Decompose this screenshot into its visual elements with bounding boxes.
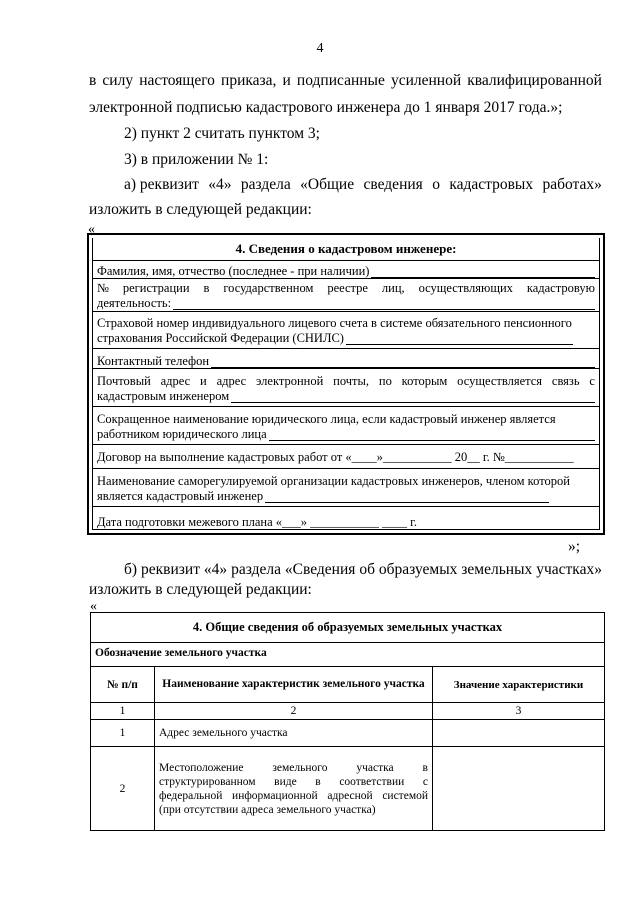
word: «Сведения <box>284 561 356 578</box>
row-line <box>97 331 573 346</box>
word: почты, <box>333 374 370 388</box>
row-label: кадастровым инженером <box>97 388 230 403</box>
row-label: страхования Российской Федерации (СНИЛС) <box>97 330 344 345</box>
word: усиленной <box>390 72 462 89</box>
open-quote: « <box>88 222 95 237</box>
row-line <box>97 427 595 442</box>
fill-line <box>211 356 595 368</box>
row-registration <box>93 278 599 311</box>
word: сведения <box>363 176 423 193</box>
row-line <box>97 296 595 311</box>
word: о <box>432 176 440 193</box>
row-line <box>97 374 595 389</box>
header-value: Значение характеристики <box>433 667 605 703</box>
word: «4» <box>208 176 232 193</box>
close-quote: »; <box>568 538 581 555</box>
word: образуемых <box>378 561 458 578</box>
word: и <box>282 72 291 89</box>
row-snils <box>93 311 599 348</box>
word: которым <box>401 374 448 388</box>
word: а) реквизит <box>124 176 199 193</box>
word: квалифицированной <box>467 72 602 89</box>
row-name: Местоположение земельного участка в структурированном виде в соответствии с федеральной информационной адресной системой (при отсутствии адреса земельного участка) <box>155 747 433 831</box>
table-row <box>91 747 605 831</box>
word: раздела <box>231 561 281 578</box>
word: кадастровую <box>526 281 595 295</box>
open-quote: « <box>90 599 97 614</box>
page-number: 4 <box>316 41 324 56</box>
word: в <box>203 281 210 295</box>
item-3: 3) в приложении № 1: <box>124 151 269 168</box>
word: Почтовый <box>97 374 151 388</box>
word: кадастровых <box>449 176 534 193</box>
paragraph-line-1 <box>89 71 602 90</box>
word: государственном <box>223 281 314 295</box>
word: осуществляющих <box>418 281 513 295</box>
word: работах» <box>542 176 602 193</box>
box-title: 4. Сведения о кадастровом инженере: <box>235 241 457 256</box>
word: силу <box>102 72 134 89</box>
row-label: Сокращенное наименование юридического лица, если кадастровый инженер является <box>97 412 556 426</box>
row-label: является кадастровый инженер <box>97 488 264 503</box>
row-num: 1 <box>91 720 155 747</box>
word: и <box>200 374 207 388</box>
header-name: Наименование характеристик земельного участка <box>155 667 433 703</box>
fill-line <box>173 298 595 310</box>
paragraph-line-2: электронной подписью кадастрового инженера до 1 января 2017 года.»; <box>89 99 563 116</box>
word: реквизит <box>141 561 200 578</box>
word: в <box>89 72 97 89</box>
word: земельных <box>461 561 533 578</box>
col-number: 2 <box>155 703 433 720</box>
word: по <box>378 374 392 388</box>
row-organization <box>93 406 599 444</box>
row-label: работником юридического лица <box>97 426 267 441</box>
row-num: 2 <box>91 747 155 831</box>
word: приказа, <box>221 72 277 89</box>
word: адрес <box>216 374 247 388</box>
item-2: 2) пункт 2 считать пунктом 3; <box>124 125 320 142</box>
item-b-line-1 <box>124 560 602 579</box>
fill-line <box>265 491 549 503</box>
item-b-line-2: изложить в следующей редакции: <box>89 581 312 598</box>
col-number: 3 <box>433 703 605 720</box>
row-line <box>97 389 595 404</box>
word: электронной <box>256 374 324 388</box>
row-sro <box>93 468 599 506</box>
row-fio <box>93 260 599 278</box>
word: регистрации <box>122 281 190 295</box>
cadastral-engineer-inner <box>92 238 600 530</box>
word: адрес <box>160 374 191 388</box>
row-label: деятельность: <box>97 295 172 310</box>
word: б) <box>124 561 138 578</box>
word: реестре <box>327 281 368 295</box>
row-line <box>97 489 549 504</box>
word: раздела <box>240 176 291 193</box>
word: с <box>589 374 595 388</box>
cadastral-engineer-box <box>87 233 605 535</box>
col-number: 1 <box>91 703 155 720</box>
fill-line <box>231 391 595 403</box>
word: осуществляется <box>457 374 543 388</box>
word: № <box>97 281 109 295</box>
row-label: Контактный телефон <box>97 353 210 368</box>
word: участках» <box>536 561 602 578</box>
row-postal <box>93 368 599 406</box>
row-line <box>97 281 595 296</box>
row-label: Фамилия, имя, отчество (последнее - при наличии) <box>97 263 370 278</box>
row-date: Дата подготовки межевого плана «___» ___________ ____ г. <box>93 506 599 534</box>
row-label: Страховой номер индивидуального лицевого счета в системе обязательного пенсионного <box>97 316 572 330</box>
table-row <box>91 720 605 747</box>
item-a-line-1 <box>124 175 602 194</box>
row-value <box>433 720 605 747</box>
fill-line <box>269 429 595 441</box>
land-plots-table <box>90 612 605 831</box>
table-designation: Обозначение земельного участка <box>91 643 605 667</box>
word: подписанные <box>296 72 385 89</box>
word: настоящего <box>139 72 215 89</box>
word: «Общие <box>300 176 355 193</box>
item-a-line-2: изложить в следующей редакции: <box>89 201 312 218</box>
row-contract: Договор на выполнение кадастровых работ от «____»___________ 20__ г. №___________ <box>93 444 599 468</box>
word: связь <box>551 374 580 388</box>
fill-line <box>346 333 573 345</box>
row-label: Наименование саморегулируемой организации кадастровых инженеров, членом которой <box>97 474 570 488</box>
table-title: 4. Общие сведения об образуемых земельных участках <box>91 613 605 643</box>
fill-line <box>371 266 595 278</box>
word: «4» <box>203 561 228 578</box>
word: лиц, <box>381 281 405 295</box>
row-phone <box>93 348 599 368</box>
header-num: № п/п <box>91 667 155 703</box>
row-value <box>433 747 605 831</box>
row-name: Адрес земельного участка <box>155 720 433 747</box>
word: об <box>359 561 375 578</box>
